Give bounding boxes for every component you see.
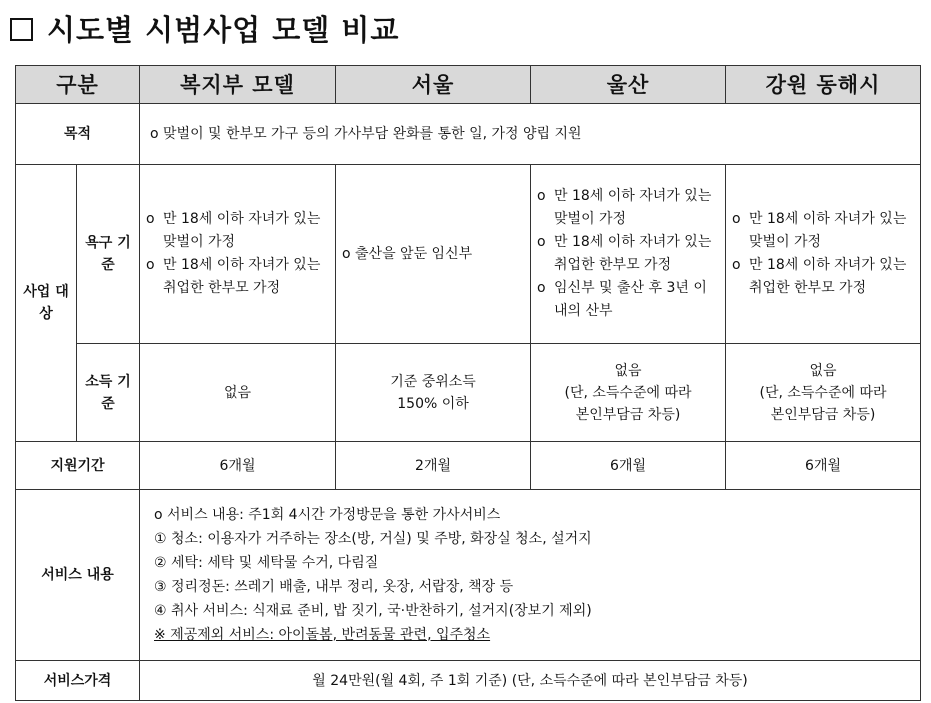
header-gangwon-donghae: 강원 동해시: [726, 66, 921, 104]
text-line: (단, 소득수준에 따라: [564, 384, 692, 401]
income-ministry: 없음: [140, 344, 336, 442]
price-row: [16, 661, 921, 701]
header-category: 구분: [16, 66, 140, 104]
service-line: o 서비스 내용: 주1회 4시간 가정방문을 통한 가사서비스: [154, 507, 501, 523]
comparison-table: [15, 65, 921, 701]
period-seoul: 2개월: [336, 442, 531, 490]
header-ministry-model: 복지부 모델: [140, 66, 336, 104]
list-item: o 임신부 및 출산 후 3년 이내의 산부: [554, 277, 719, 323]
target-label: 사업 대상: [16, 165, 77, 442]
list-item: o 만 18세 이하 자녀가 있는 취업한 한부모 가정: [554, 231, 719, 277]
service-label: 서비스 내용: [16, 490, 140, 661]
page-title-text: 시도별 시범사업 모델 비교: [47, 13, 400, 47]
period-label: 지원기간: [16, 442, 140, 490]
service-content: [140, 490, 921, 661]
service-line: ④ 취사 서비스: 식재료 준비, 밥 짓기, 국·반찬하기, 설거지(장보기 제외): [154, 603, 592, 619]
text-line: 없음: [809, 362, 837, 379]
text-line: (단, 소득수준에 따라: [759, 384, 887, 401]
income-criteria-label: 소득 기준: [77, 344, 140, 442]
period-row: [16, 442, 921, 490]
header-ulsan: 울산: [531, 66, 726, 104]
needs-seoul: o 출산을 앞둔 임신부: [336, 165, 531, 344]
period-ministry: 6개월: [140, 442, 336, 490]
text-line: 본인부담금 차등): [770, 406, 876, 423]
list-item: o 만 18세 이하 자녀가 있는 취업한 한부모 가정: [749, 254, 914, 300]
text-line: 150% 이하: [397, 395, 469, 412]
needs-ministry: [140, 165, 336, 344]
income-ulsan: [531, 344, 726, 442]
purpose-row: [16, 104, 921, 165]
service-exclusion-note: ※ 제공제외 서비스: 아이돌봄, 반려동물 관련, 입주청소: [154, 627, 491, 643]
price-label: 서비스가격: [16, 661, 140, 701]
header-row: [16, 66, 921, 104]
service-line: ② 세탁: 세탁 및 세탁물 수거, 다림질: [154, 555, 379, 571]
header-seoul: 서울: [336, 66, 531, 104]
service-line: ① 청소: 이용자가 거주하는 장소(방, 거실) 및 주방, 화장실 청소, 설거지: [154, 531, 592, 547]
text-line: 본인부담금 차등): [575, 406, 681, 423]
checkbox-square-icon: [10, 18, 33, 41]
period-ulsan: 6개월: [531, 442, 726, 490]
page-title: [10, 8, 399, 49]
income-seoul: [336, 344, 531, 442]
list-item: o 만 18세 이하 자녀가 있는 맞벌이 가정: [749, 208, 914, 254]
income-criteria-row: [16, 344, 921, 442]
needs-criteria-row: [16, 165, 921, 344]
price-text: 월 24만원(월 4회, 주 1회 기준) (단, 소득수준에 따라 본인부담금 차등): [140, 661, 921, 701]
list-item: o 만 18세 이하 자녀가 있는 맞벌이 가정: [163, 208, 329, 254]
purpose-label: 목적: [16, 104, 140, 165]
needs-ulsan: [531, 165, 726, 344]
income-gangwon: [726, 344, 921, 442]
text-line: 없음: [614, 362, 642, 379]
service-row: [16, 490, 921, 661]
needs-gangwon: [726, 165, 921, 344]
needs-criteria-label: 욕구 기준: [77, 165, 140, 344]
list-item: o 만 18세 이하 자녀가 있는 취업한 한부모 가정: [163, 254, 329, 300]
text-line: 기준 중위소득: [390, 373, 476, 390]
service-line: ③ 정리정돈: 쓰레기 배출, 내부 정리, 옷장, 서랍장, 책장 등: [154, 579, 514, 595]
purpose-text: o 맞벌이 및 한부모 가구 등의 가사부담 완화를 통한 일, 가정 양립 지원: [140, 104, 921, 165]
list-item: o 만 18세 이하 자녀가 있는 맞벌이 가정: [554, 185, 719, 231]
period-gangwon: 6개월: [726, 442, 921, 490]
